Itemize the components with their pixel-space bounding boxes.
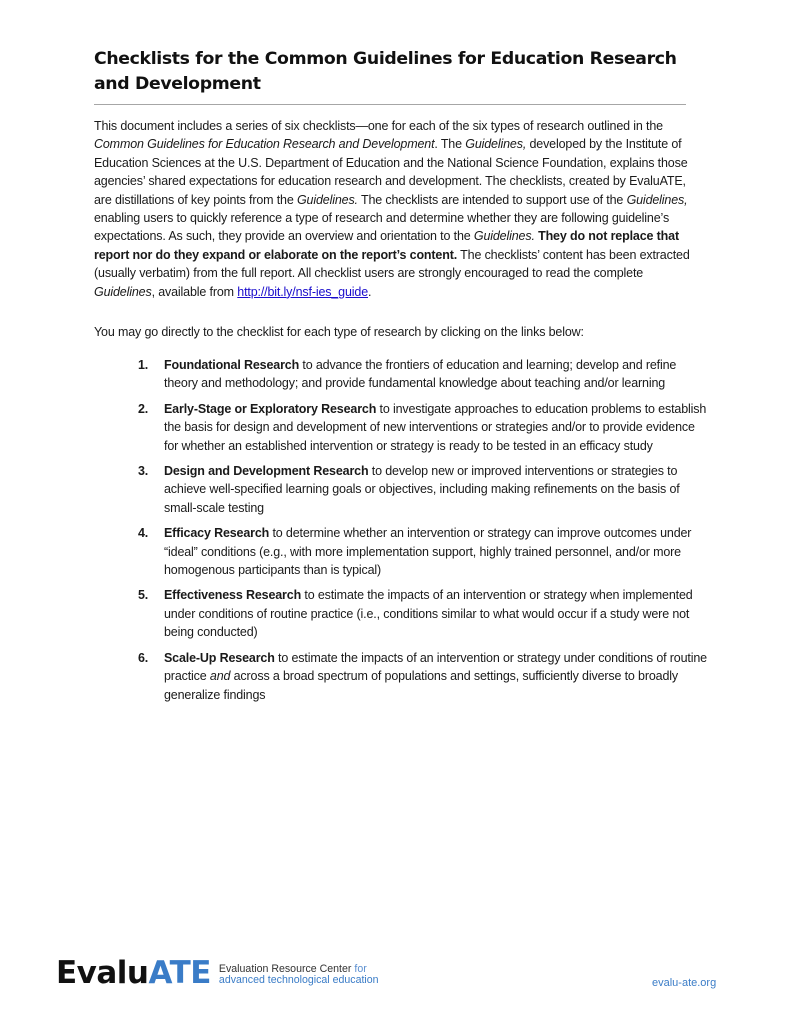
research-type-effectiveness[interactable]: [138, 586, 710, 641]
research-type-design-development[interactable]: [138, 462, 710, 517]
intro-text: . The: [434, 137, 466, 152]
research-type-foundational[interactable]: [138, 356, 710, 393]
intro-text: The checklists are intended to support use of the: [357, 192, 627, 207]
research-type-description: to develop new or improved interventions or strategies to achieve well-specified learning goals or objectives, including making refinements on the basis of small-scale testing: [164, 464, 680, 515]
research-type-description: to determine whether an intervention or strategy can improve outcomes under “ideal” conditions (e.g., with more implementation support, highly trained personnel, and/or more homogenous participants than is typical): [164, 526, 692, 578]
logo-evalu: Evalu: [56, 955, 149, 991]
list-number: 4.: [138, 526, 149, 541]
lead-paragraph: You may go directly to the checklist for each type of research by clicking on the links below:: [94, 325, 584, 339]
intro-text: This document includes a series of six checklists—one for each of the six types of research outlined in the: [94, 119, 663, 133]
research-type-description: to investigate approaches to education problems to establish the basis for design and development of new interventions or strategies and/or to provide evidence for whether an established intervention or strategy is ready to be tested in an efficacy study: [164, 401, 707, 453]
intro-italic-guidelines: Guidelines: [94, 284, 152, 299]
research-type-term[interactable]: Efficacy Research: [164, 526, 270, 541]
research-type-scale-up[interactable]: [138, 649, 710, 704]
research-type-description: to estimate the impacts of an intervention or strategy under conditions of routine practice: [164, 650, 707, 684]
list-number: 5.: [138, 588, 149, 603]
list-number: 2.: [138, 401, 149, 416]
tagline-text: Evaluation Resource Center: [218, 962, 355, 975]
intro-italic-guidelines: Guidelines,: [626, 192, 688, 207]
research-type-description: to advance the frontiers of education and learning; develop and refine theory and methodology; and provide fundamental knowledge about teaching and/or learning: [164, 358, 677, 391]
logo-ate: ATE: [148, 955, 211, 991]
tagline-for: for: [354, 962, 367, 975]
page-title: Checklists for the Common Guidelines for Education Research and Development: [94, 49, 677, 94]
research-type-term[interactable]: Design and Development Research: [164, 464, 369, 479]
intro-paragraph: [94, 117, 706, 301]
title-divider: [94, 104, 686, 105]
research-type-term[interactable]: Scale-Up Research: [164, 650, 275, 665]
research-type-efficacy[interactable]: [138, 524, 710, 579]
logo-wordmark: [56, 955, 211, 991]
list-number: 3.: [138, 464, 149, 479]
list-number: 1.: [138, 358, 149, 372]
intro-italic-guidelines: Guidelines,: [465, 137, 527, 152]
logo-tagline: [219, 960, 379, 987]
research-type-description: to estimate the impacts of an intervention or strategy when implemented under conditions of routine practice (i.e., conditions similar to what would occur if a study were not being conducted): [164, 588, 693, 640]
research-type-term[interactable]: Effectiveness Research: [164, 588, 302, 603]
intro-bold-disclaimer: They do not replace that report nor do they expand or elaborate on the report’s content.: [94, 229, 679, 262]
tagline-line-2: advanced technological education: [218, 974, 379, 986]
research-type-description-italic: and: [209, 669, 231, 684]
research-type-early-stage[interactable]: [138, 400, 710, 455]
list-number: 6.: [138, 650, 149, 665]
research-type-term[interactable]: Early-Stage or Exploratory Research: [164, 401, 377, 416]
intro-text: developed by the Institute of Education Sciences at the U.S. Department of Education and the National Science Foundation, explains those agencies’ shared expectations for education research and development. The checklists, created by EvaluATE, are distillations of key points from the: [94, 137, 688, 207]
intro-text: , available from: [151, 284, 238, 299]
evaluate-logo: [56, 955, 379, 991]
intro-italic-guidelines: Guidelines.: [473, 229, 535, 244]
intro-text: enabling users to quickly reference a type of research and determine whether they are following guideline’s expectations. As such, they provide an overview and orientation to the: [94, 211, 670, 244]
research-type-term[interactable]: Foundational Research: [164, 358, 300, 372]
intro-text: The checklists’ content has been extracted (usually verbatim) from the full report. All checklist users are strongly encouraged to read the complete: [94, 247, 690, 281]
footer-website-url: evalu-ate.org: [652, 977, 717, 989]
research-types-list: [138, 356, 710, 711]
guidelines-link[interactable]: http://bit.ly/nsf-ies_guide: [237, 284, 369, 299]
research-type-description: across a broad spectrum of populations and settings, sufficiently diverse to broadly generalize findings: [164, 669, 679, 702]
intro-italic-guidelines: Guidelines.: [296, 192, 358, 207]
intro-italic-title: Common Guidelines for Education Research and Development: [94, 137, 435, 152]
intro-text: .: [368, 284, 372, 299]
